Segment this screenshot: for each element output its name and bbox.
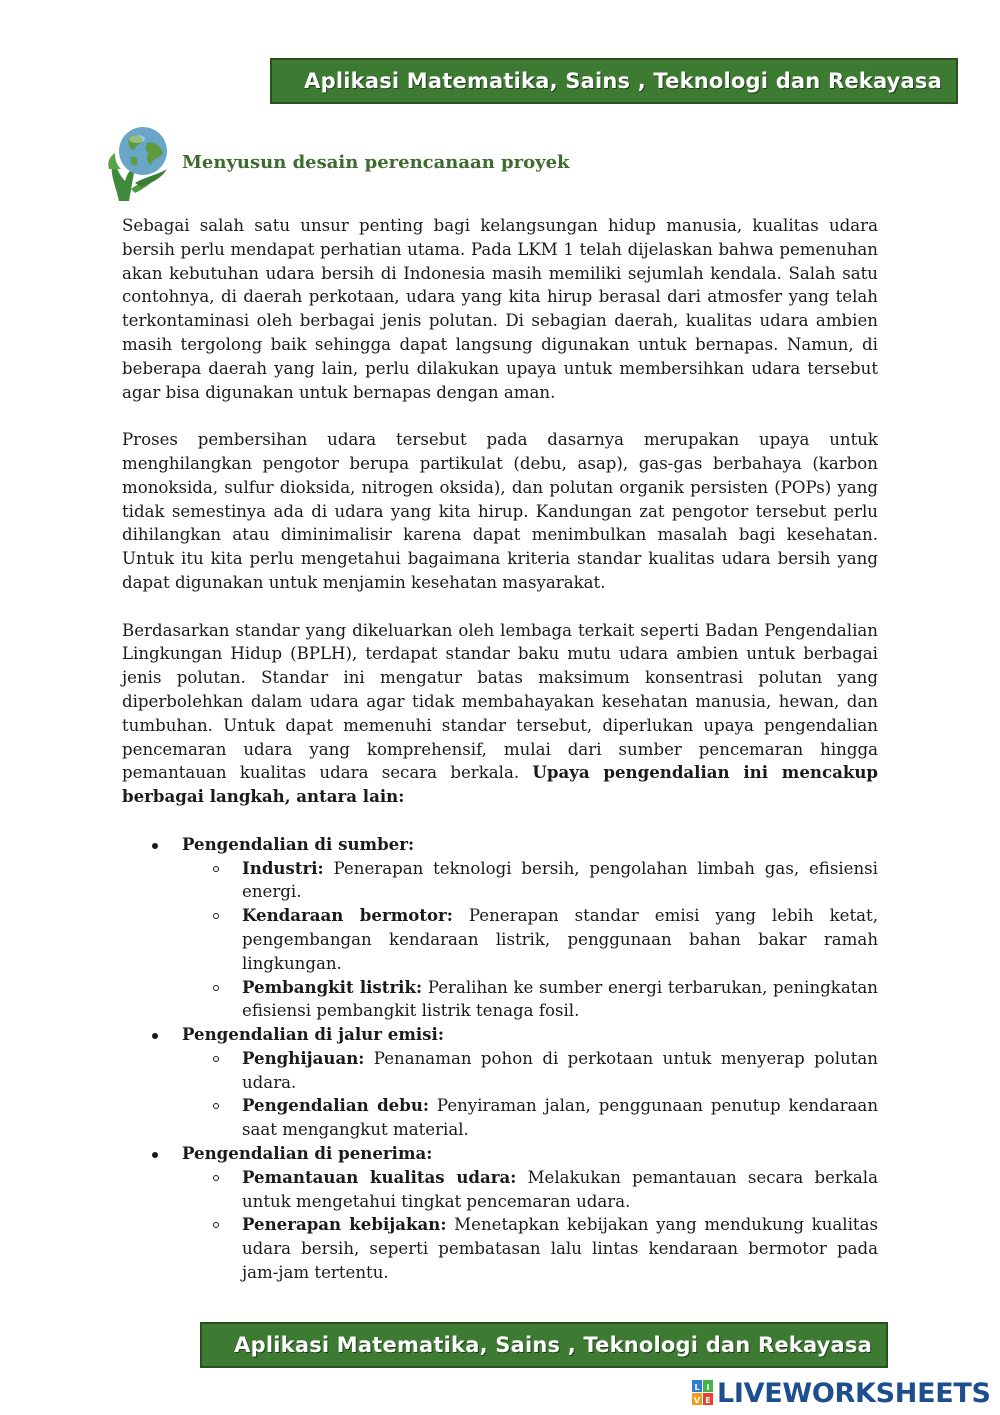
paragraph-3	[122, 619, 878, 809]
control-source	[122, 833, 878, 1023]
item-term: Pengendalian debu:	[242, 1095, 430, 1116]
bullet-icon	[152, 843, 158, 849]
item-term: Penghijauan:	[242, 1047, 365, 1068]
circle-bullet-icon	[213, 866, 219, 872]
control-title: Pengendalian di penerima:	[182, 1143, 433, 1164]
mark-letter-i: I	[706, 1383, 710, 1392]
circle-bullet-icon	[213, 1175, 219, 1181]
paragraph-3-text: Berdasarkan standar yang dikeluarkan oleh lembaga terkait seperti Badan Pengendalian Lingkungan Hidup (BPLH), terdapat standar baku mutu udara ambien untuk berbagai jenis polutan. Standar ini mengatur batas maksimum konsentrasi polutan yang diperbolehkan dalam udara agar tidak membahayakan kesehatan manusia, hewan, dan tumbuhan. Untuk dapat memenuhi standar tersebut, diperlukan upaya pengendalian pencemaran udara yang komprehensif, mulai dari sumber pencemaran hingga pemantauan kualitas udara secara berkala.	[122, 620, 878, 783]
bullet-icon	[152, 1152, 158, 1158]
list-item	[182, 976, 878, 1024]
item-desc: Menetapkan kebijakan yang mendukung kualitas udara bersih, seperti pembatasan lalu lintas kendaraan bermotor pada jam-jam tertentu.	[242, 1215, 878, 1283]
circle-bullet-icon	[213, 1103, 219, 1109]
list-item	[182, 857, 878, 905]
globe-hands-icon	[105, 123, 177, 205]
mark-letter-e: E	[705, 1396, 711, 1405]
control-list	[122, 833, 878, 1285]
circle-bullet-icon	[213, 913, 219, 919]
item-desc: Penerapan standar emisi yang lebih ketat, pengembangan kendaraan listrik, penggunaan bahan bakar ramah lingkungan.	[242, 906, 878, 973]
item-term: Pemantauan kualitas udara:	[242, 1166, 517, 1187]
item-term: Kendaraan bermotor:	[242, 905, 453, 926]
list-item	[182, 1166, 878, 1214]
circle-bullet-icon	[213, 985, 219, 991]
section-title: Menyusun desain perencanaan proyek	[182, 152, 570, 173]
paragraph-3-bold: Upaya pengendalian ini mencakup berbagai langkah, antara lain:	[122, 762, 878, 807]
footer-banner: Aplikasi Matematika, Sains , Teknologi dan Rekayasa	[200, 1322, 888, 1368]
mark-letter-l: L	[694, 1383, 700, 1392]
mark-letter-v: V	[693, 1396, 701, 1405]
circle-bullet-icon	[213, 1222, 219, 1228]
sub-list	[182, 857, 878, 1024]
list-item	[182, 1094, 878, 1142]
control-receiver	[122, 1142, 878, 1285]
liveworksheets-brand: LIVEWORKSHEETS	[717, 1377, 991, 1409]
item-desc: Penanaman pohon di perkotaan untuk menyerap polutan udara.	[242, 1048, 878, 1092]
liveworksheets-mark-icon	[692, 1380, 714, 1406]
paragraph-1: Sebagai salah satu unsur penting bagi kelangsungan hidup manusia, kualitas udara bersih perlu mendapat perhatian utama. Pada LKM 1 telah dijelaskan bahwa pemenuhan akan kebutuhan udara bersih di Indonesia masih memiliki sejumlah kendala. Salah satu contohnya, di daerah perkotaan, udara yang kita hirup berasal dari atmosfer yang telah terkontaminasi oleh berbagai jenis polutan. Di sebagian daerah, kualitas udara ambien masih tergolong baik sehingga dapat langsung digunakan untuk bernapas. Namun, di beberapa daerah yang lain, perlu dilakukan upaya untuk membersihkan udara tersebut agar bisa digunakan untuk bernapas dengan aman.	[122, 216, 878, 402]
liveworksheets-logo[interactable]	[692, 1377, 991, 1409]
control-emission-path	[122, 1023, 878, 1142]
item-term: Industri:	[242, 857, 324, 878]
item-desc: Penerapan teknologi bersih, pengolahan limbah gas, efisiensi energi.	[242, 858, 878, 902]
sub-list	[182, 1047, 878, 1142]
item-desc: Melakukan pemantauan secara berkala untuk mengetahui tingkat pencemaran udara.	[242, 1167, 878, 1211]
content	[122, 214, 878, 1285]
list-item	[182, 1213, 878, 1284]
sub-list	[182, 1166, 878, 1285]
circle-bullet-icon	[213, 1056, 219, 1062]
control-title: Pengendalian di sumber:	[182, 833, 415, 854]
control-title: Pengendalian di jalur emisi:	[182, 1024, 444, 1045]
item-term: Pembangkit listrik:	[242, 976, 423, 997]
item-desc: Peralihan ke sumber energi terbarukan, peningkatan efisiensi pembangkit listrik tenaga fosil.	[242, 977, 878, 1021]
header-banner: Aplikasi Matematika, Sains , Teknologi dan Rekayasa	[270, 58, 958, 104]
bullet-icon	[152, 1033, 158, 1039]
list-item	[182, 904, 878, 975]
item-term: Penerapan kebijakan:	[242, 1214, 447, 1235]
list-item	[182, 1047, 878, 1095]
paragraph-2: Proses pembersihan udara tersebut pada dasarnya merupakan upaya untuk menghilangkan pengotor berupa partikulat (debu, asap), gas-gas berbahaya (karbon monoksida, sulfur dioksida, nitrogen oksida), dan polutan organik persisten (POPs) yang tidak semestinya ada di udara yang kita hirup. Kandungan zat pengotor tersebut perlu dihilangkan atau diminimalisir karena dapat menimbulkan masalah bagi kesehatan. Untuk itu kita perlu mengetahui bagaimana kriteria standar kualitas udara bersih yang dapat digunakan untuk menjamin kesehatan masyarakat.	[122, 430, 878, 592]
item-desc: Penyiraman jalan, penggunaan penutup kendaraan saat mengangkut material.	[242, 1096, 879, 1140]
